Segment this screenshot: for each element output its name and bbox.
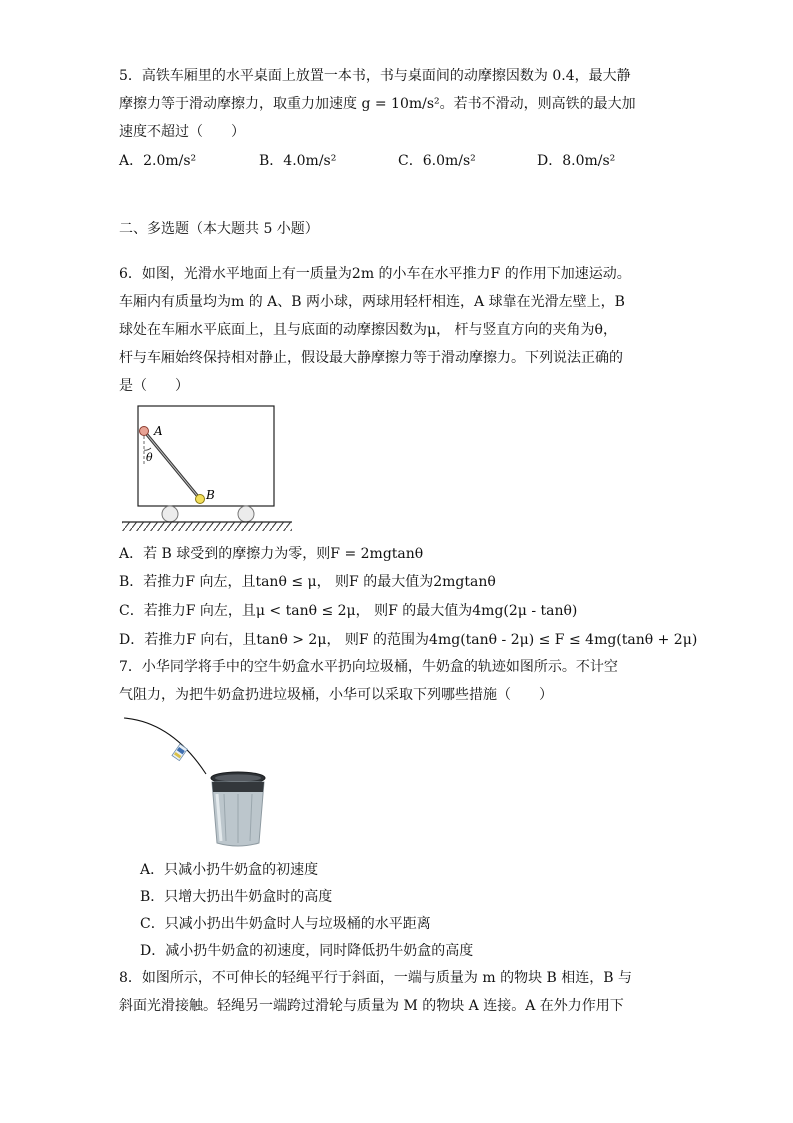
ball-a (140, 427, 149, 436)
q6-line-5: 是（ ） (119, 378, 189, 394)
q6-line-4: 杆与车厢始终保持相对静止，假设最大静摩擦力等于滑动摩擦力。下列说法正确的 (119, 350, 623, 366)
label-theta: θ (146, 451, 153, 464)
label-a: A (154, 424, 163, 438)
q7-line-1: 7．小华同学将手中的空牛奶盒水平扔向垃圾桶，牛奶盒的轨迹如图所示。不计空 (119, 659, 618, 675)
q5-line-1: 5．高铁车厢里的水平桌面上放置一本书，书与桌面间的动摩擦因数为 0.4，最大静 (119, 68, 631, 84)
q7-option-b: B．只增大扔出牛奶盒时的高度 (140, 889, 333, 905)
trash-can-icon (211, 772, 265, 846)
q6-option-c: C．若推力F 向左，且μ < tanθ ≤ 2μ， 则F 的最大值为4mg(2μ - tanθ) (119, 603, 578, 619)
q6-line-1: 6．如图，光滑水平地面上有一质量为2m 的小车在水平推力F 的作用下加速运动。 (119, 266, 631, 282)
q5-line-2: 摩擦力等于滑动摩擦力，取重力加速度 g = 10m/s²。若书不滑动，则高铁的最大加 (119, 96, 636, 112)
trajectory-curve (124, 718, 206, 774)
cart-figure (118, 402, 298, 536)
q5-option-c: C．6.0m/s² (398, 153, 476, 169)
milk-carton-icon (172, 744, 187, 761)
wheel-left (162, 506, 178, 522)
q6-line-3: 球处在车厢水平底面上，且与底面的动摩擦因数为μ， 杆与竖直方向的夹角为θ， (119, 322, 617, 338)
q5-options (119, 150, 679, 170)
q6-option-b: B．若推力F 向左，且tanθ ≤ μ， 则F 的最大值为2mgtanθ (119, 574, 496, 590)
q6-option-a: A．若 B 球受到的摩擦力为零，则F = 2mgtanθ (119, 546, 424, 562)
q7-option-a: A．只减小扔牛奶盒的初速度 (140, 862, 319, 878)
trash-figure (118, 712, 318, 850)
q5-line-3: 速度不超过（ ） (119, 124, 245, 140)
ball-b (196, 495, 205, 504)
q7-line-2: 气阻力，为把牛奶盒扔进垃圾桶，小华可以采取下列哪些措施（ ） (119, 687, 553, 703)
ground-hatch (122, 522, 292, 531)
q6-line-2: 车厢内有质量均为m 的 A、B 两小球，两球用轻杆相连，A 球靠在光滑左壁上，B (119, 294, 625, 310)
wheel-right (238, 506, 254, 522)
q5-option-a: A．2.0m/s² (119, 153, 197, 169)
q7-option-c: C．只减小扔出牛奶盒时人与垃圾桶的水平距离 (140, 916, 431, 932)
q6-option-d: D．若推力F 向右，且tanθ > 2μ， 则F 的范围为4mg(tanθ - 2μ) ≤ F ≤ 4mg(tanθ + 2μ) (119, 632, 698, 648)
q5-option-b: B．4.0m/s² (259, 153, 337, 169)
label-b: B (206, 488, 215, 502)
q7-option-d: D．减小扔牛奶盒的初速度，同时降低扔牛奶盒的高度 (140, 943, 474, 959)
q5-option-d: D．8.0m/s² (537, 153, 616, 169)
section-title: 二、多选题（本大题共 5 小题） (119, 221, 319, 237)
q8-line-1: 8．如图所示，不可伸长的轻绳平行于斜面，一端与质量为 m 的物块 B 相连，B 与 (119, 970, 633, 986)
q8-line-2: 斜面光滑接触。轻绳另一端跨过滑轮与质量为 M 的物块 A 连接。A 在外力作用下 (119, 998, 624, 1014)
